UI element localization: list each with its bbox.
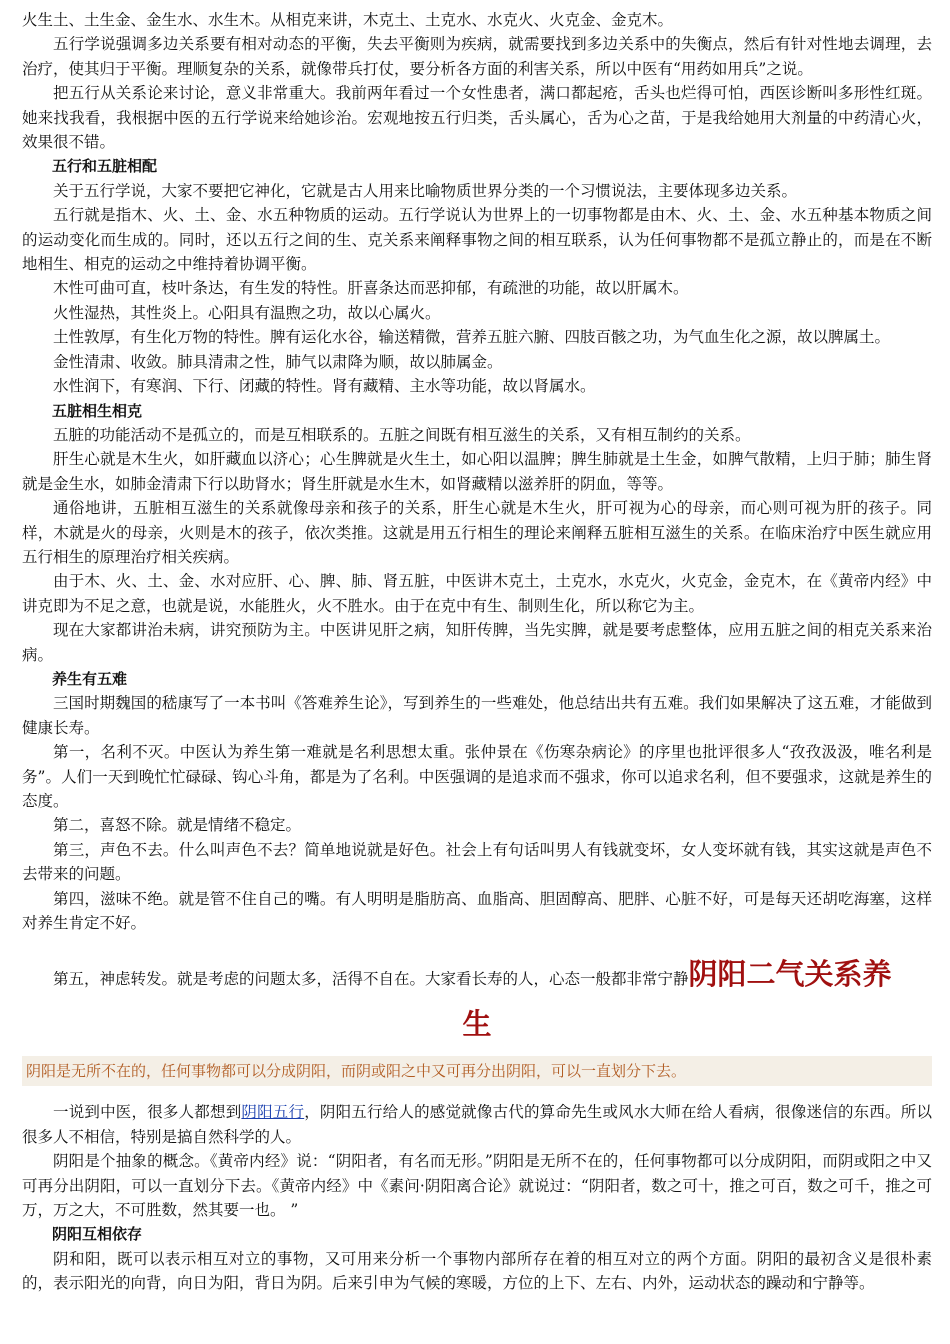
section-heading: 五脏相生相克 (52, 401, 143, 420)
paragraph-text: ，阴阳五行给人的感觉就像古代的算命先生或风水大师在给人看病，很像迷信的东西。所以很多人不相信，特别是搞自然科学的人。 (22, 1103, 932, 1146)
paragraph: 第二，喜怒不除。就是情绪不稳定。 (53, 816, 302, 835)
paragraph: 火性湿热，其性炎上。心阳具有温煦之功，故以心属火。 (53, 303, 441, 322)
section-heading: 五行和五脏相配 (52, 157, 158, 176)
paragraph: 金性清肃、收敛。肺具清肃之性，肺气以肃降为顺，故以肺属金。 (53, 352, 503, 371)
section-heading: 阴阳互相依存 (52, 1225, 143, 1244)
paragraph (22, 1100, 932, 1149)
paragraph: 第一，名利不灭。中医认为养生第一难就是名利思想太重。张仲景在《伤寒杂病论》的序里也批评很多人“孜孜汲汲，唯名利是务”。人们一天到晚忙忙碌碌、钩心斗角，都是为了名利。中医强调的是追求而不强求，你可以追求名利，但不要强求，这就是养生的态度。 (22, 743, 932, 810)
paragraph: 木性可曲可直，枝叶条达，有生发的特性。肝喜条达而恶抑郁，有疏泄的功能，故以肝属木。 (53, 279, 689, 298)
section-heading: 养生有五难 (52, 669, 128, 688)
paragraph: 通俗地讲，五脏相互滋生的关系就像母亲和孩子的关系，肝生心就是木生火，肝可视为心的母亲，而心则可视为肝的孩子。同样，木就是火的母亲，火则是木的孩子，依次类推。这就是用五行相生的理论来阐释五脏相互滋生的关系。在临床治疗中医生就应用五行相生的原理治疗相关疾病。 (22, 499, 932, 566)
chapter-summary-text: 阴阳是无所不在的，任何事物都可以分成阴阳，而阴或阳之中又可再分出阴阳，可以一直划分下去。 (26, 1062, 687, 1081)
paragraph: 第三，声色不去。什么叫声色不去？简单地说就是好色。社会上有句话叫男人有钱就变坏，女人变坏就有钱，其实这就是声色不去带来的问题。 (22, 840, 932, 884)
chapter-summary-box (22, 1056, 932, 1086)
spacer (22, 935, 932, 951)
paragraph: 现在大家都讲治未病，讲究预防为主。中医讲见肝之病，知肝传脾，当先实脾，就是要考虑整体，应用五脏之间的相克关系来治病。 (22, 621, 932, 664)
paragraph: 第四，滋味不绝。就是管不住自己的嘴。有人明明是脂肪高、血脂高、胆固醇高、肥胖、心脏不好，可是每天还胡吃海塞，这样对养生肯定不好。 (22, 889, 932, 933)
paragraph: 五脏的功能活动不是孤立的，而是互相联系的。五脏之间既有相互滋生的关系，又有相互制约的关系。 (53, 425, 751, 444)
yinyang-wuxing-link[interactable]: 阴阳五行 (241, 1103, 305, 1122)
paragraph: 五行就是指木、火、土、金、水五种物质的运动。五行学说认为世界上的一切事物都是由木、火、土、金、水五种基本物质之间的运动变化而生成的。同时，还以五行之间的生、克关系来阐释事物之间的相互联系，认为任何事物都不是孤立静止的，而是在不断地相生、相克的运动之中维持着协调平衡。 (22, 206, 932, 274)
paragraph: 水性润下，有寒润、下行、闭藏的特性。肾有藏精、主水等功能，故以肾属水。 (53, 377, 596, 396)
paragraph-with-chapter-title (22, 951, 932, 1002)
paragraph-text: 第五，神虑转发。就是考虑的问题太多，活得不自在。大家看长寿的人，心态一般都非常宁静 (53, 970, 689, 989)
paragraph: 火生土、土生金、金生水、水生木。从相克来讲，木克土、土克水、水克火、火克金、金克木。 (22, 11, 674, 29)
paragraph: 肝生心就是木生火，如肝藏血以济心；心生脾就是火生土，如心阳以温脾；脾生肺就是土生金，如脾气散精，上归于肺；肺生肾就是金生水，如肺金清肃下行以助肾水；肾生肝就是水生木，如肾藏精以滋养肝的阴血，等等。 (22, 450, 932, 493)
paragraph: 把五行从关系论来讨论，意义非常重大。我前两年看过一个女性患者，满口都起疮，舌头也烂得可怕，西医诊断叫多形性红斑。她来找我看，我根据中医的五行学说来给她诊治。宏观地按五行归类，舌头属心，舌为心之苗，于是我给她用大剂量的中药清心火，效果很不错。 (22, 84, 932, 152)
paragraph: 由于木、火、土、金、水对应肝、心、脾、肺、肾五脏，中医讲木克土，土克水，水克火，火克金，金克木，在《黄帝内经》中讲克即为不足之意，也就是说，水能胜火，火不胜水。由于在克中有生、制则生化，所以称它为主。 (22, 572, 932, 615)
paragraph: 阴阳是个抽象的概念。《黄帝内经》说：“阴阳者，有名而无形。”阴阳是无所不在的，任何事物都可以分成阴阳，而阴或阳之中又可再分出阴阳，可以一直划分下去。《黄帝内经》中《素问·阴阳离合论》就说过：“阴阳者，数之可十，推之可百，数之可千，推之可万，万之大，不可胜数，然其要一也。 ” (22, 1152, 932, 1220)
chapter-title: 阴阳二气关系养 (688, 957, 892, 992)
paragraph: 阴和阳，既可以表示相互对立的事物，又可用来分析一个事物内部所存在着的相互对立的两个方面。阴阳的最初含义是很朴素的，表示阳光的向背，向日为阳，背日为阴。后来引申为气候的寒暖，方位的上下、左右、内外，运动状态的躁动和宁静等。 (22, 1249, 932, 1293)
paragraph: 三国时期魏国的嵇康写了一本书叫《答难养生论》，写到养生的一些难处，他总结出共有五难。我们如果解决了这五难，才能做到健康长寿。 (22, 694, 932, 737)
paragraph-text: 一说到中医，很多人都想到 (53, 1103, 242, 1122)
paragraph: 关于五行学说，大家不要把它神化，它就是古人用来比喻物质世界分类的一个习惯说法，主要体现多边关系。 (53, 181, 798, 200)
paragraph: 五行学说强调多边关系要有相对动态的平衡，失去平衡则为疾病，就需要找到多边关系中的失衡点，然后有针对性地去调理，去治疗，使其归于平衡。理顺复杂的关系，就像带兵打仗，要分析各方面的利害关系，所以中医有“用药如用兵”之说。 (22, 35, 932, 78)
chapter-title-continued: 生 (462, 1007, 492, 1042)
paragraph: 土性敦厚，有生化万物的特性。脾有运化水谷，输送精微，营养五脏六腑、四肢百骸之功，为气血生化之源，故以脾属土。 (53, 328, 891, 347)
